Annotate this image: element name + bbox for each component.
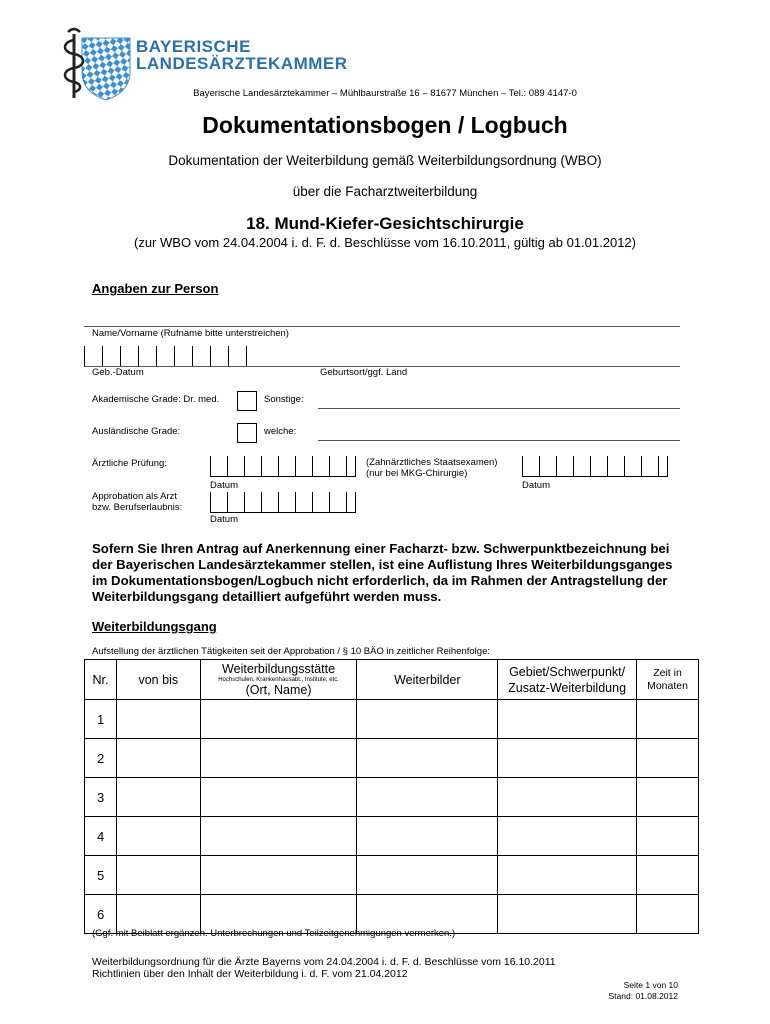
which-degree-field[interactable] [318, 440, 680, 441]
time-cell[interactable] [637, 817, 699, 856]
specialty-title: 18. Mund-Kiefer-Gesichtschirurgie [246, 214, 524, 233]
area-cell[interactable] [498, 739, 637, 778]
birthdate-label: Geb.-Datum [92, 367, 144, 378]
medical-exam-date-field[interactable] [210, 456, 356, 477]
academic-degree-label: Akademische Grade: Dr. med. [92, 394, 220, 405]
trainer-cell[interactable] [357, 700, 498, 739]
trainer-cell[interactable] [357, 856, 498, 895]
footer-page-info [609, 980, 678, 1002]
table-row[interactable] [85, 778, 699, 817]
dental-exam-date-field[interactable] [522, 456, 668, 477]
site-cell[interactable] [200, 817, 357, 856]
approbation-date-field[interactable] [210, 492, 356, 513]
medical-exam-label: Ärztliche Prüfung: [92, 458, 167, 469]
row-number: 6 [85, 895, 117, 934]
site-cell[interactable] [200, 856, 357, 895]
col-site-title: Weiterbildungsstätte [222, 661, 336, 676]
row-number: 3 [85, 778, 117, 817]
time-cell[interactable] [637, 856, 699, 895]
row-number: 4 [85, 817, 117, 856]
von-bis-cell[interactable] [116, 700, 200, 739]
dental-exam-date-label: Datum [522, 480, 550, 491]
name-field-line[interactable] [84, 326, 680, 327]
von-bis-cell[interactable] [116, 817, 200, 856]
site-cell[interactable] [200, 778, 357, 817]
other-degree-field[interactable] [318, 408, 680, 409]
von-bis-cell[interactable] [116, 856, 200, 895]
dental-exam-note [366, 457, 497, 479]
col-time-line1: Zeit in [653, 666, 682, 679]
area-cell[interactable] [498, 856, 637, 895]
dental-exam-line2: (nur bei MKG-Chirurgie) [366, 468, 468, 479]
approbation-line1: Approbation als Arzt [92, 491, 178, 502]
footer-wbo-line: Weiterbildungsordnung für die Ärzte Bayerns vom 24.04.2004 i. d. F. d. Beschlüsse vom 16.10.2011 [92, 956, 556, 968]
trainer-cell[interactable] [357, 739, 498, 778]
trainer-cell[interactable] [357, 778, 498, 817]
row-number: 1 [85, 700, 117, 739]
time-cell[interactable] [637, 739, 699, 778]
training-table [84, 659, 699, 934]
section-training-title: Weiterbildungsgang [92, 619, 217, 634]
row-number: 2 [85, 739, 117, 778]
wbo-note: (zur WBO vom 24.04.2004 i. d. F. d. Beschlüsse vom 16.10.2011, gültig ab 01.01.2012) [134, 235, 636, 250]
col-trainer: Weiterbilder [357, 660, 498, 700]
approbation-line2: bzw. Berufserlaubnis: [92, 502, 183, 513]
time-cell[interactable] [637, 700, 699, 739]
org-address: Bayerische Landesärztekammer – Mühlbaurstraße 16 – 81677 München – Tel.: 089 4147-0 [193, 88, 577, 99]
site-cell[interactable] [200, 739, 357, 778]
birth-row-line[interactable] [84, 346, 680, 367]
table-row[interactable] [85, 817, 699, 856]
doc-title: Dokumentationsbogen / Logbuch [202, 112, 568, 138]
org-name-line1: BAYERISCHE [136, 37, 251, 56]
footer-guidelines-line: Richtlinien über den Inhalt der Weiterbildung i. d. F. vom 21.04.2012 [92, 968, 408, 980]
approbation-label [92, 491, 182, 513]
col-site-small: Hochschulen, Krankenhausabt., Institute, etc. [218, 676, 339, 683]
col-von-bis: von bis [116, 660, 200, 700]
training-table-header [85, 660, 699, 700]
table-row[interactable] [85, 739, 699, 778]
trainer-cell[interactable] [357, 817, 498, 856]
which-degree-label: welche: [264, 426, 297, 437]
time-cell[interactable] [637, 895, 699, 934]
doc-subtitle-wbo: Dokumentation der Weiterbildung gemäß Weiterbildungsordnung (WBO) [168, 153, 602, 168]
page-number: Seite 1 von 10 [623, 980, 678, 990]
area-cell[interactable] [498, 700, 637, 739]
col-time-line2: Monaten [647, 679, 688, 692]
time-cell[interactable] [637, 778, 699, 817]
org-name [136, 38, 348, 72]
foreign-degree-checkbox[interactable] [237, 423, 257, 443]
doc-subtitle-facharzt: über die Facharztweiterbildung [292, 184, 478, 199]
application-notice: Sofern Sie Ihren Antrag auf Anerkennung einer Facharzt- bzw. Schwerpunktbezeichnung bei der Bayerischen Landesärztekammer stellen, ist eine Auflistung Ihres Weiterbildungsganges im Dokumentationsbogen/Logbuch nicht erforderlich, da im Rahmen der Antragstellung der Weiterbildungsgang detailliert aufgeführt werden muss. [92, 541, 673, 604]
org-name-line2: LANDESÄRZTEKAMMER [136, 54, 348, 73]
col-site [200, 660, 357, 700]
row-number: 5 [85, 856, 117, 895]
col-time [637, 660, 699, 700]
table-row[interactable] [85, 700, 699, 739]
area-cell[interactable] [498, 778, 637, 817]
other-degree-label: Sonstige: [264, 394, 304, 405]
table-footnote: (Ggf. mit Beiblatt ergänzen. Unterbrechungen und Teilzeitgenehmigungen vermerken.) [92, 928, 456, 939]
site-cell[interactable] [200, 700, 357, 739]
von-bis-cell[interactable] [116, 778, 200, 817]
col-area-line2: Zusatz-Weiterbildung [508, 680, 627, 695]
dental-exam-line1: (Zahnärztliches Staatsexamen) [366, 457, 498, 468]
col-area [498, 660, 637, 700]
section-person-title: Angaben zur Person [92, 281, 219, 296]
approbation-date-label: Datum [210, 514, 238, 525]
area-cell[interactable] [498, 895, 637, 934]
col-site-sub: (Ort, Name) [245, 682, 312, 697]
name-field-label: Name/Vorname (Rufname bitte unterstreichen) [92, 328, 289, 339]
training-intro: Aufstellung der ärztlichen Tätigkeiten seit der Approbation / § 10 BÄO in zeitlicher Reihenfolge: [92, 646, 491, 657]
foreign-degree-label: Ausländische Grade: [92, 426, 181, 437]
von-bis-cell[interactable] [116, 739, 200, 778]
col-area-line1: Gebiet/Schwerpunkt/ [509, 664, 626, 679]
footer-references [92, 956, 556, 980]
dr-med-checkbox[interactable] [237, 391, 257, 411]
birthplace-label: Geburtsort/ggf. Land [320, 367, 408, 378]
medical-exam-date-label: Datum [210, 480, 238, 491]
stand-date: Stand: 01.08.2012 [608, 991, 678, 1001]
col-nr: Nr. [85, 660, 117, 700]
table-row[interactable] [85, 856, 699, 895]
area-cell[interactable] [498, 817, 637, 856]
